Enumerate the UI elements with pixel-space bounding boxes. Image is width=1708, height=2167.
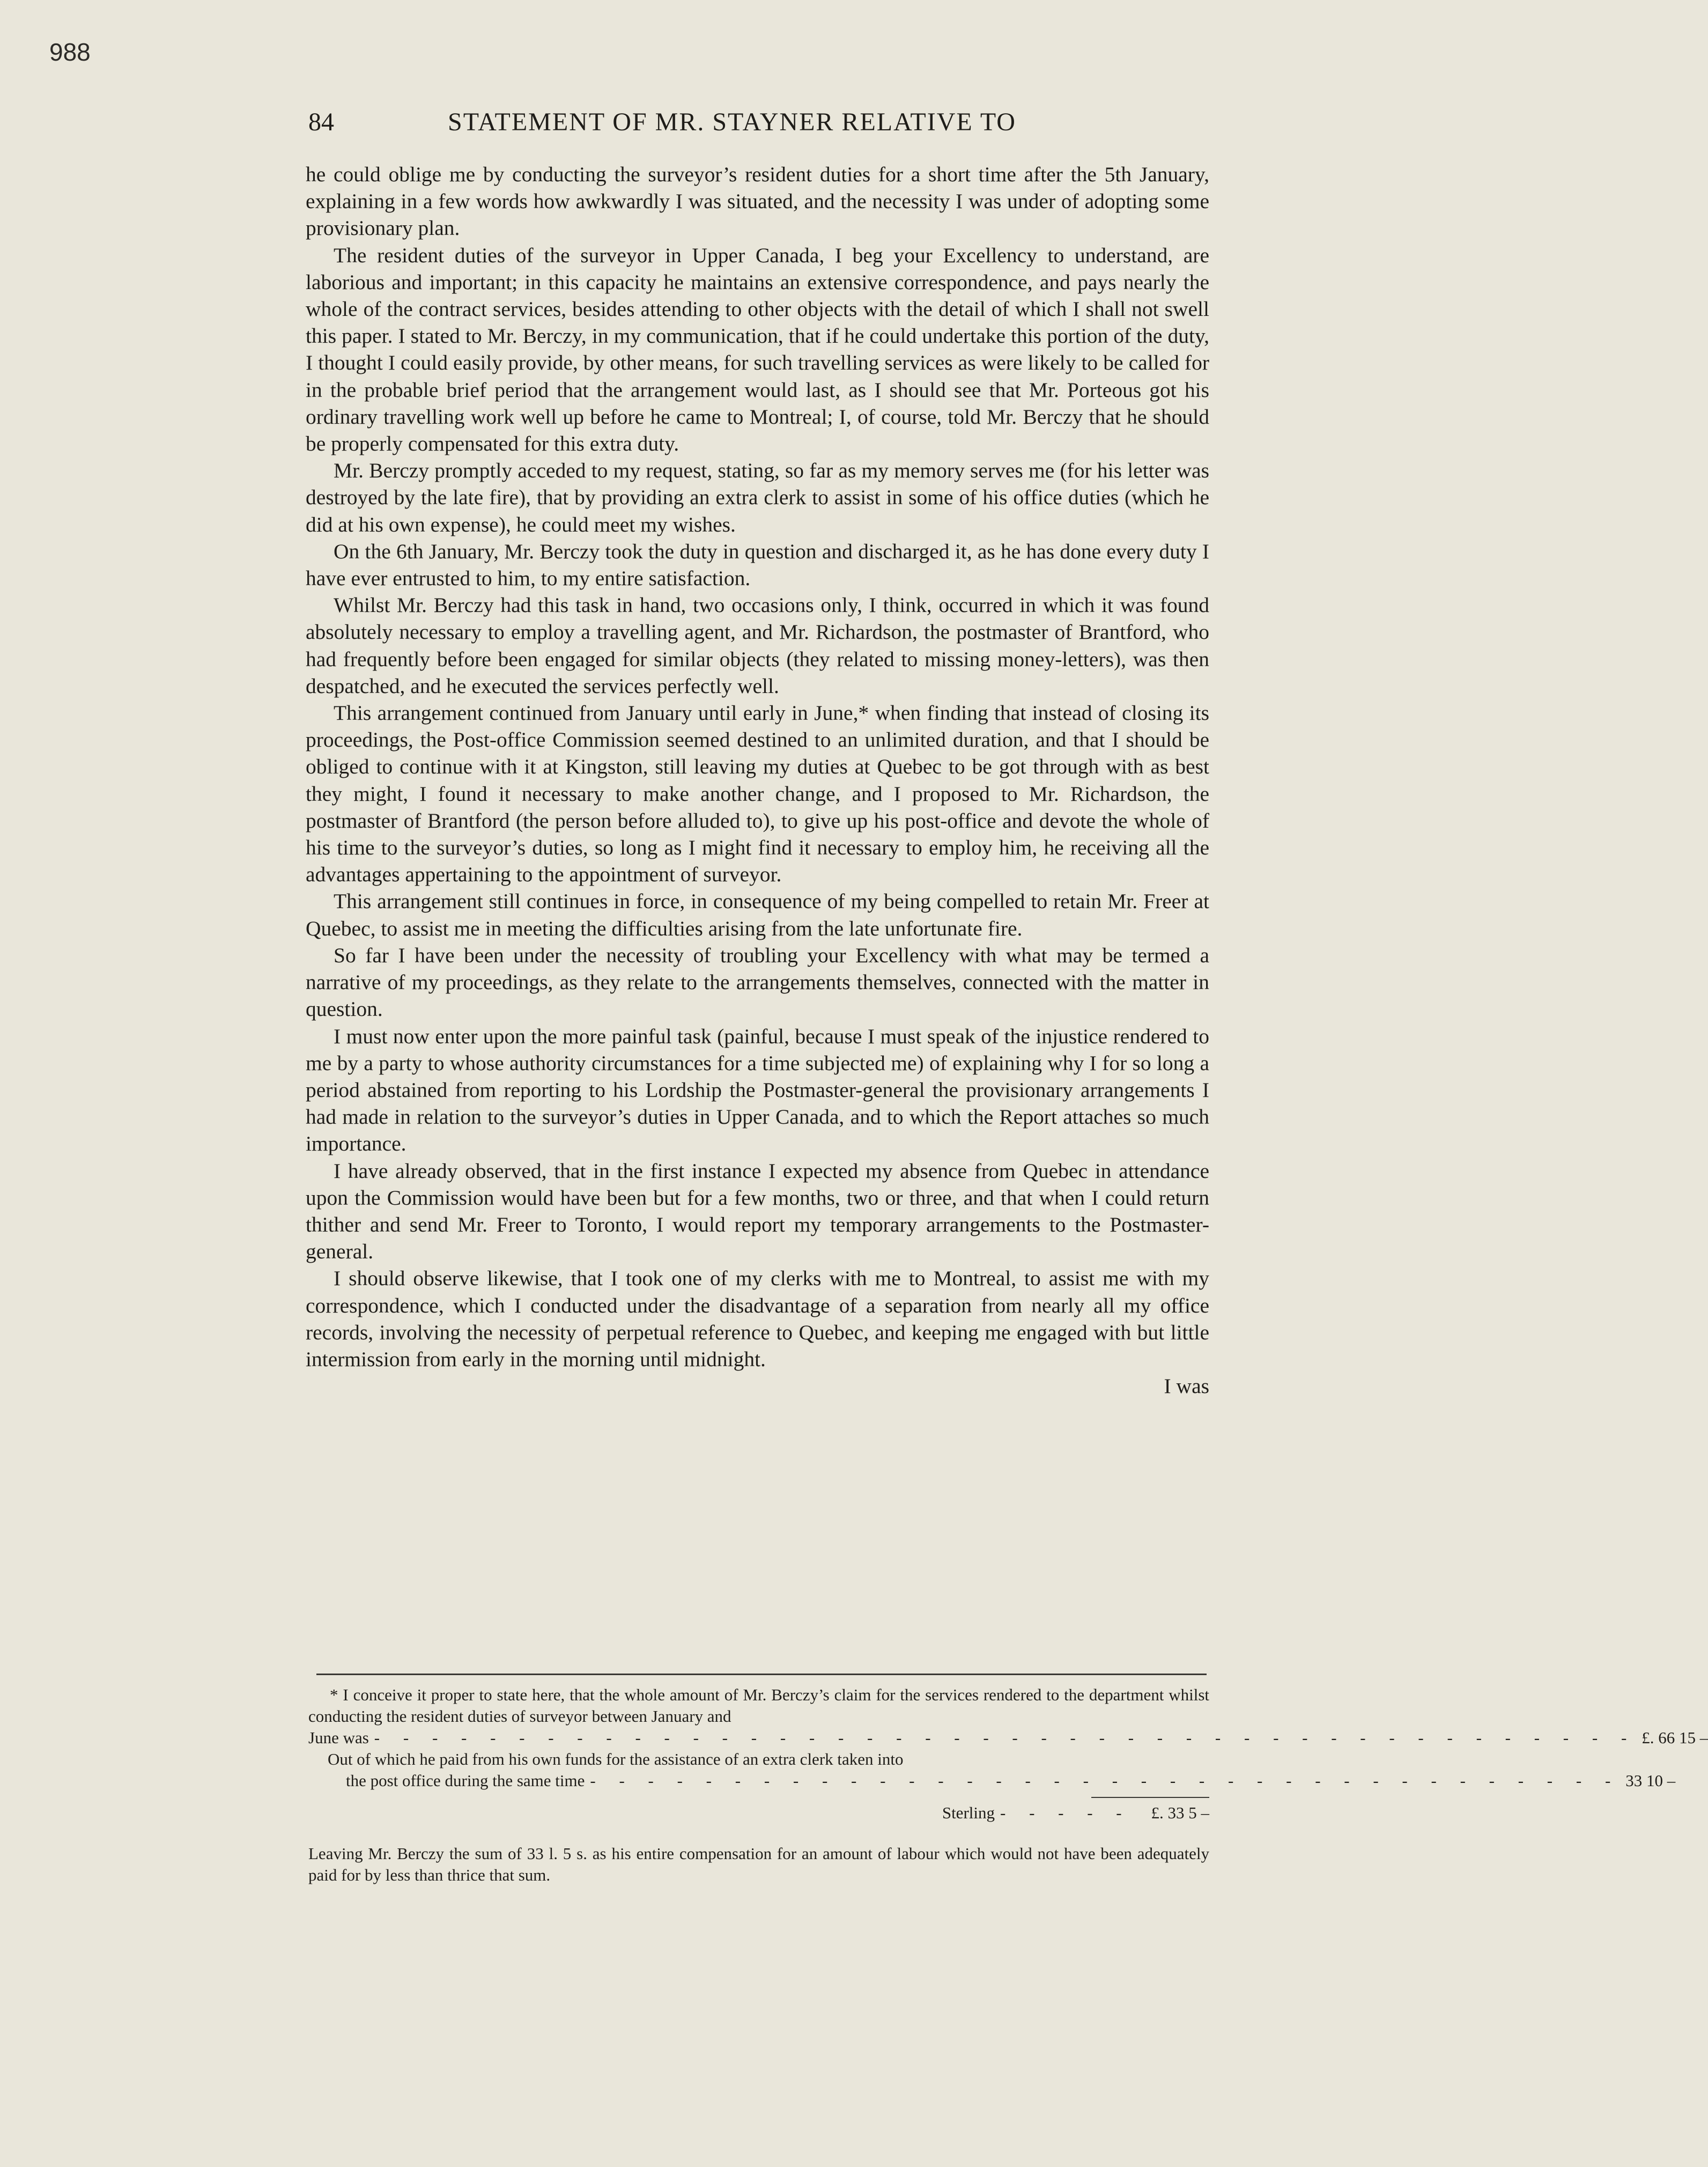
running-head: STATEMENT OF MR. STAYNER RELATIVE TO xyxy=(448,108,1016,136)
footnote-rule xyxy=(316,1674,1207,1675)
leader-dashes: - - - - - xyxy=(1000,1803,1132,1822)
leader-dashes: - - - - - - - - - - - - - - - - - - - - - - - - - - - - - - - - - - - - xyxy=(590,1771,1621,1790)
total-label: Sterling xyxy=(942,1803,995,1822)
paragraph: The resident duties of the surveyor in Upper Canada, I beg your Excellency to understand, are laborious and important; in this capacity he maintains an extensive correspondence, and pays nearly the whole of the contract services, besides attending to other objects with the detail of which I shall not swell this paper. I stated to Mr. Berczy, in my communication, that if he could undertake this portion of the duty, I thought I could easily provide, by other means, for such travelling services as were likely to be called for in the probable brief period that the arrangement would last, as I should see that Mr. Porteous got his ordinary travelling work well up before he came to Montreal; I, of course, told Mr. Berczy that he should be properly compensated for this extra duty. xyxy=(306,243,1209,456)
folio-number: 988 xyxy=(49,38,91,66)
account-total xyxy=(308,1802,1209,1824)
paragraph: he could oblige me by conducting the surveyor’s resident duties for a short time after the 5th January, explaining in a few words how awkwardly I was situated, and the necessity I was under of adopting some provisionary plan. xyxy=(306,163,1209,240)
footnote-tail: Leaving Mr. Berczy the sum of 33 l. 5 s. as his entire compensation for an amount of labour which would not have been adequately paid for by less than thrice that sum. xyxy=(308,1844,1209,1884)
catchword: I was xyxy=(1164,1374,1209,1398)
footnote xyxy=(308,1684,1708,1886)
account-line xyxy=(308,1770,1676,1792)
paragraph: This arrangement still continues in force, in consequence of my being compelled to retain Mr. Freer at Quebec, to assist me in meeting the difficulties arising from the late unfortunate fire. xyxy=(306,889,1209,940)
paragraph: I have already observed, that in the first instance I expected my absence from Quebec in attendance upon the Commission would have been but for a few months, two or three, and that when I could return thither and send Mr. Freer to Toronto, I would report my temporary arrangements to the Postmaster-general. xyxy=(306,1159,1209,1264)
page-number: 84 xyxy=(308,108,334,136)
paragraph: So far I have been under the necessity of troubling your Excellency with what may be termed a narrative of my proceedings, as they relate to the arrangements themselves, connected with the matter in question. xyxy=(306,943,1209,1021)
paragraph: Whilst Mr. Berczy had this task in hand, two occasions only, I think, occurred in which it was found absolutely necessary to employ a travelling agent, and Mr. Richardson, the postmaster of Brantford, who had frequently before been engaged for similar objects (they related to missing money-letters), was then despatched, and he executed the services perfectly well. xyxy=(306,593,1209,698)
paragraph: I should observe likewise, that I took one of my clerks with me to Montreal, to assist me with my correspondence, which I conducted under the disadvantage of a separation from nearly all my office records, involving the necessity of perpetual reference to Quebec, and keeping me engaged with but little intermission from early in the morning until midnight. xyxy=(306,1266,1209,1371)
sum-rule xyxy=(1091,1797,1209,1798)
paragraph: Mr. Berczy promptly acceded to my request, stating, so far as my memory serves me (for his letter was destroyed by the late fire), that by providing an extra clerk to assist in some of his office duties (which he did at his own expense), he could meet my wishes. xyxy=(306,459,1209,536)
account-amount: £. 66 15 – xyxy=(1642,1728,1708,1747)
paragraph: I must now enter upon the more painful task (painful, because I must speak of the injustice rendered to me by a party to whose authority circumstances for a time subjected me) of explaining why I for so long a period abstained from reporting to his Lordship the Postmaster-general the provisionary arrangements I had made in relation to the surveyor’s duties in Upper Canada, and to which the Report attaches so much importance. xyxy=(306,1024,1209,1156)
footnote-intro: * I conceive it proper to state here, that the whole amount of Mr. Berczy’s claim for the services rendered to the department whilst conducting the resident duties of surveyor between January and xyxy=(308,1685,1209,1726)
account-label: the post office during the same time xyxy=(346,1771,585,1790)
body-text xyxy=(306,161,1209,1399)
total-amount: £. 33 5 – xyxy=(1151,1803,1209,1822)
account-label: June was xyxy=(308,1728,369,1747)
paragraph: On the 6th January, Mr. Berczy took the duty in question and discharged it, as he has done every duty I have ever entrusted to him, to my entire satisfaction. xyxy=(306,539,1209,591)
paragraph: This arrangement continued from January until early in June,* when finding that instead of closing its proceedings, the Post-office Commission seemed destined to an unlimited duration, and that I should be obliged to continue with it at Kingston, still leaving my duties at Quebec to be got through with as best they might, I found it necessary to make another change, and I proposed to Mr. Richardson, the postmaster of Brantford (the person before alluded to), to give up his post-office and devote the whole of his time to the surveyor’s duties, so long as I might find it necessary to employ him, he receiving all the advantages appertaining to the appointment of surveyor. xyxy=(306,701,1209,887)
account-amount: 33 10 – xyxy=(1625,1771,1676,1790)
account-line xyxy=(308,1727,1708,1749)
account-description: Out of which he paid from his own funds for the assistance of an extra clerk taken into xyxy=(328,1750,904,1768)
leader-dashes: - - - - - - - - - - - - - - - - - - - - - - - - - - - - - - - - - - - - - - - - - - - - xyxy=(374,1728,1637,1747)
